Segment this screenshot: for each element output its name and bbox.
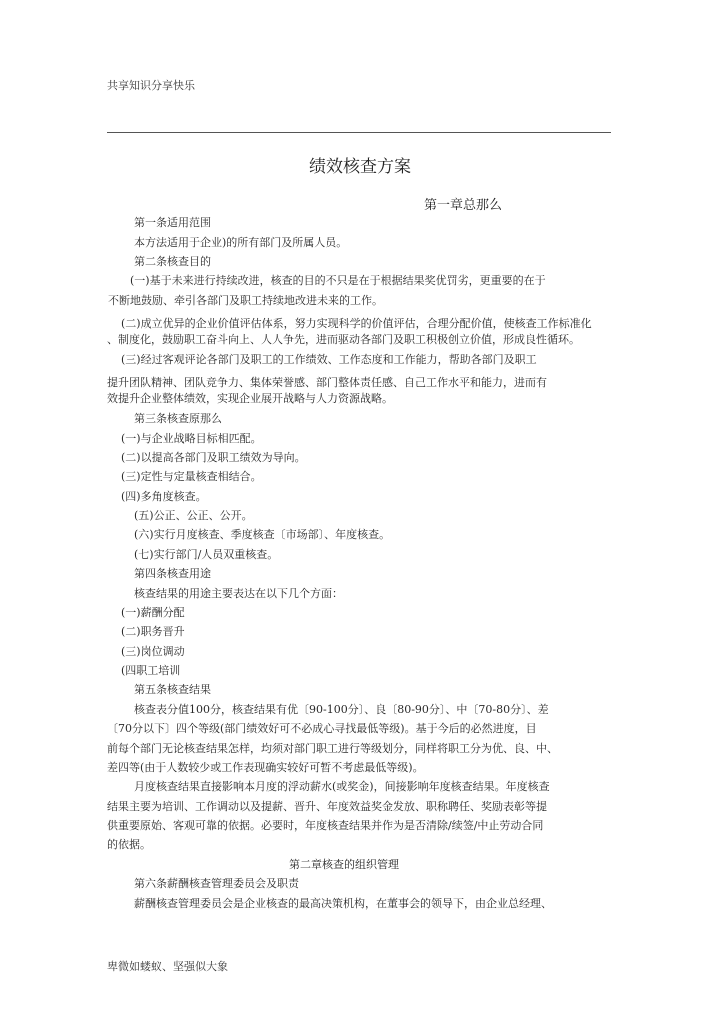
article-heading: 第二条核查目的 [134, 255, 211, 268]
page-footer: 卑微如蝼蚁、坚强似大象 [107, 960, 228, 973]
paragraph-line: 供重要原始、客观可靠的依据。必要时，年度核查结果并作为是否清除/续签/中止劳动合同 [107, 819, 544, 832]
paragraph-line: 核查表分值100分，核查结果有优〔90-100分〕、良〔80-90分〕、中〔70-80分〕、差 [134, 703, 549, 716]
header-divider [107, 132, 611, 133]
chapter-heading-1: 第一章总那么 [424, 198, 503, 213]
list-item: (七)实行部门/人员双重核查。 [134, 548, 279, 561]
article-heading: 第三条核查原那么 [134, 412, 222, 425]
paragraph-line: 薪酬核查管理委员会是企业核查的最高决策机构，在董事会的领导下，由企业总经理、 [134, 897, 552, 910]
article-heading: 第六条薪酬核查管理委员会及职责 [134, 877, 299, 890]
list-item: (六)实行月度核查、季度核查〔市场部〕、年度核查。 [134, 528, 391, 541]
list-item: (二)以提高各部门及职工绩效为导向。 [121, 451, 306, 464]
paragraph-line: 、制度化，鼓励职工奋斗向上、人人争先，进而驱动各部门及职工积极创立价值，形成良性循环。 [107, 333, 580, 346]
paragraph-line: 效提升企业整体绩效，实现企业展开战略与人力资源战略。 [107, 392, 393, 405]
list-item: (四)多角度核查。 [121, 490, 207, 503]
list-item: (二)职务晋升 [121, 625, 185, 638]
paragraph-line: (二)成立优异的企业价值评估体系，努力实现科学的价值评估，合理分配价值，使核查工作标准化 [121, 317, 592, 330]
paragraph-line: 本方法适用于企业)的所有部门及所属人员。 [134, 236, 348, 249]
page-header: 共享知识分享快乐 [107, 79, 195, 92]
list-item: (一)薪酬分配 [121, 606, 185, 619]
paragraph-line: 的依据。 [107, 838, 151, 851]
list-item: (三)岗位调动 [121, 645, 185, 658]
list-item: (一)与企业战略目标相匹配。 [121, 432, 262, 445]
paragraph-line: (三)经过客观评论各部门及职工的工作绩效、工作态度和工作能力，帮助各部门及职工 [121, 353, 537, 366]
article-heading: 第一条适用范围 [134, 216, 211, 229]
paragraph-line: 月度核查结果直接影响本月度的浮动薪水(或奖金)，间接影响年度核查结果。年度核查 [134, 780, 550, 793]
paragraph-line: 核查结果的用途主要表达在以下几个方面： [134, 587, 343, 600]
article-heading: 第四条核查用途 [134, 567, 211, 580]
article-heading: 第五条核查结果 [134, 683, 211, 696]
paragraph-line: 结果主要为培训、工作调动以及提薪、晋升、年度效益奖金发放、职称聘任、奖励表彰等提 [107, 800, 547, 813]
paragraph-line: 提升团队精神、团队竞争力、集体荣誉感、部门整体责任感、自己工作水平和能力，进而有 [107, 376, 547, 389]
list-item: (五)公正、公正、公开。 [134, 509, 253, 522]
paragraph-line: 前每个部门无论核查结果怎样，均须对部门职工进行等级划分，同样将职工分为优、良、中、 [107, 742, 558, 755]
paragraph-line: 〔70分以下〕四个等级(部门绩效好可不必成心寻找最低等级)。基于今后的必然进度，目 [107, 722, 537, 735]
paragraph-line: 不断地鼓励、牵引各部门及职工持续地改进未来的工作。 [108, 294, 383, 307]
document-title: 绩效核查方案 [309, 157, 411, 177]
list-item: (四职工培训 [121, 664, 181, 677]
list-item: (三)定性与定量核查相结合。 [121, 470, 262, 483]
paragraph-line: (一)基于未来进行持续改进，核查的目的不只是在于根据结果奖优罚劣，更重要的在于 [130, 274, 546, 287]
paragraph-line: 差四等(由于人数较少或工作表现确实较好可暂不考虑最低等级)。 [107, 761, 424, 774]
chapter-heading-2: 第二章核查的组织管理 [289, 858, 399, 871]
